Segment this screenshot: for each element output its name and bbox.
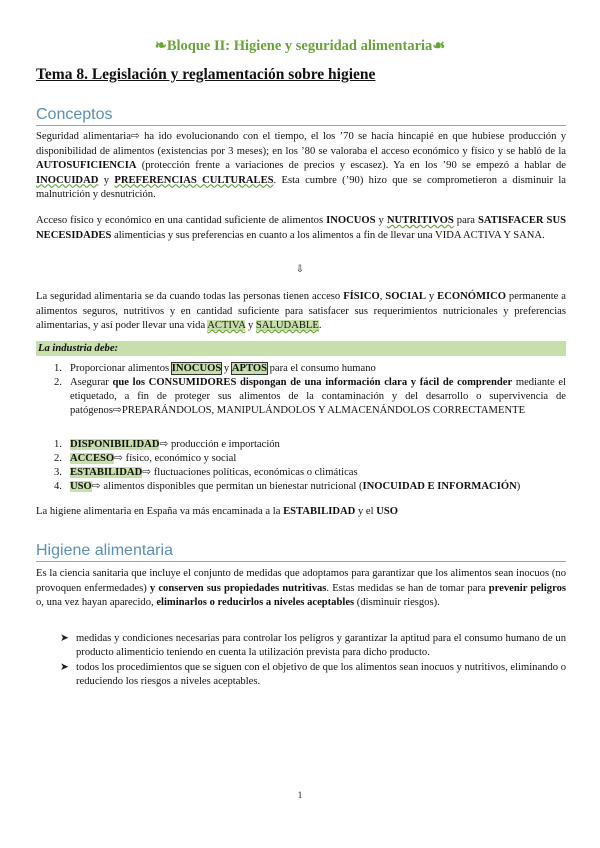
text-bold: AUTOSUFICIENCIA <box>36 160 137 171</box>
arrow-bullet-icon: ➤ <box>60 633 69 644</box>
text-bold: ECONÓMICO <box>437 291 506 302</box>
text-activa: ACTIVA <box>207 320 246 331</box>
higiene-bullets <box>60 632 566 690</box>
text-run: y <box>375 215 387 226</box>
list-item <box>54 376 566 418</box>
text-acceso: ACCESO <box>70 453 115 464</box>
text-bold: FÍSICO <box>343 291 380 302</box>
text-bold: ESTABILIDAD <box>283 506 356 517</box>
text-run: . <box>318 320 322 331</box>
text-run: ⇨ físico, económico y social <box>114 453 237 464</box>
text-run: o, una vez hayan aparecido, <box>36 597 157 608</box>
paragraph-acceso <box>36 214 566 243</box>
text-nutritivos: NUTRITIVOS <box>386 215 454 226</box>
pillars-list <box>54 438 566 494</box>
text-run: . Estas medidas se han de tomar para <box>326 582 489 594</box>
list-item <box>60 632 566 659</box>
block-title: ❧Bloque II: Higiene y seguridad alimentaria☙ <box>154 38 446 54</box>
text-run: para el consumo humano <box>266 363 376 374</box>
paragraph-higiene <box>36 567 566 611</box>
bullet-text: todos los procedimientos que se siguen con el objetivo de que los alimentos sean inocuos y nutritivos, eliminando o reduciendo los riesgos a niveles aceptables. <box>76 662 566 687</box>
text-run: Acceso físico y económico en una cantidad suficiente de alimentos <box>36 215 327 226</box>
text-run: Proporcionar alimentos <box>70 363 172 374</box>
text-estabilidad: ESTABILIDAD <box>70 467 143 478</box>
text-uso: USO <box>70 481 92 492</box>
bullet-text: medidas y condiciones necesarias para controlar los peligros y garantizar la aptitud para el consumo humano de un producto alimenticio teniendo en cuenta la utilización prevista para dicho producto. <box>76 633 566 658</box>
text-bold: USO <box>376 506 398 517</box>
list-item <box>54 466 566 480</box>
list-number: 2. <box>54 377 62 388</box>
text-run: (protección frente a variaciones de precios y escasez). Ya en los ’90 se empezó a hablar de <box>136 160 566 171</box>
text-inocuos: INOCUOS <box>171 363 222 374</box>
text-bold: que los CONSUMIDORES dispongan de una información clara y fácil de comprender <box>112 377 513 388</box>
section-heading-conceptos: Conceptos <box>36 106 566 126</box>
text-run: y <box>245 320 256 331</box>
section-heading-higiene: Higiene alimentaria <box>36 542 566 562</box>
text-disponibilidad: DISPONIBILIDAD <box>70 439 160 450</box>
text-inocuidad: INOCUIDAD <box>36 174 99 186</box>
text-run: ⇨ producción e importación <box>159 439 280 450</box>
arrow-bullet-icon: ➤ <box>60 662 69 673</box>
paragraph-evolution <box>36 130 566 203</box>
list-number: 3. <box>54 467 62 478</box>
text-bold: eliminarlos o reducirlos a niveles aceptables <box>156 597 355 608</box>
list-number: 4. <box>54 481 62 492</box>
text-saludable: SALUDABLE <box>255 320 319 331</box>
text-run: mediante el etiquetado, a fin de proteger sus alimentos de la contaminación y del desarrollo o supervivencia de patógenos⇨PREPARÁNDOLOS, MANIPULÁNDOLOS Y ALMACENÁNDOLOS CORRECTAMENTE <box>70 377 566 416</box>
list-item <box>54 452 566 466</box>
text-run: Es la ciencia sanitaria que incluye el conjunto de medidas que adoptamos para garantizar que los alimentos sean inocuos (no provoquen enfermedades) <box>36 568 566 594</box>
text-run: La seguridad alimentaria se da cuando todas las personas tienen acceso <box>36 291 344 302</box>
list-number: 1. <box>54 363 62 374</box>
list-item <box>54 438 566 452</box>
text-run: La higiene alimentaria en España va más encaminada a la <box>36 506 284 517</box>
text-run: Seguridad alimentaria⇨ ha ido evolucionando con el tiempo, el los ’70 se hacía hincapié en que hubiese producción y disponibilidad de alimentos (existencias por 3 meses); en los ’80 se valoraba el acceso económico y físico y se habló de la <box>36 131 566 157</box>
text-run: (disminuir riesgos). <box>354 597 440 608</box>
text-bold: y conserven sus propiedades nutritivas <box>149 582 327 594</box>
paragraph-espana <box>36 505 566 520</box>
text-run: y <box>425 291 438 302</box>
paragraph-definicion <box>36 290 566 334</box>
text-run: , <box>379 291 386 302</box>
text-run: para <box>453 215 479 226</box>
text-bold: SOCIAL <box>385 291 426 302</box>
list-item <box>54 362 566 376</box>
text-bold: prevenir peligros <box>488 582 567 594</box>
text-aptos: APTOS <box>231 363 267 374</box>
text-run: ) <box>516 481 521 492</box>
text-run: ⇨ alimentos disponibles que permitan un bienestar nutricional ( <box>91 481 363 492</box>
text-bold: INOCUIDAD E INFORMACIÓN <box>362 481 517 492</box>
tema-title: Tema 8. Legislación y reglamentación sobre higiene <box>36 66 376 83</box>
text-run: permanente a alimentos seguros, nutritivos y en cantidad suficiente para satisfacer sus requerimientos nutricionales y preferencias alimentarias, y así poder llevar una vida <box>36 291 566 331</box>
text-run: y el <box>355 506 377 517</box>
page-number: 1 <box>297 790 303 800</box>
text-run: y <box>221 363 232 374</box>
list-item <box>60 661 566 688</box>
list-number: 2. <box>54 453 62 464</box>
list-number: 1. <box>54 439 62 450</box>
text-run: alimenticias y sus preferencias en cuanto a los alimentos a fin de llevar una VIDA ACTIVA Y SANA. <box>111 229 545 241</box>
down-arrow-icon: ⇩ <box>295 264 305 275</box>
text-run: Asegurar <box>70 377 113 388</box>
text-run: ⇨ fluctuaciones políticas, económicas o climáticas <box>142 467 358 478</box>
text-bold: SATISFACER SUS NECESIDADES <box>36 215 566 241</box>
text-run: . Esta cumbre (’90) hizo que se comprometieron a disminuir la malnutrición y desnutrición. <box>36 174 566 200</box>
list-item <box>54 480 566 494</box>
industry-bar: La industria debe: <box>36 341 566 356</box>
text-preferencias: PREFERENCIAS CULTURALES <box>114 174 274 186</box>
industry-list <box>54 362 566 418</box>
text-bold: INOCUOS <box>326 215 376 226</box>
text-run: y <box>98 174 115 186</box>
